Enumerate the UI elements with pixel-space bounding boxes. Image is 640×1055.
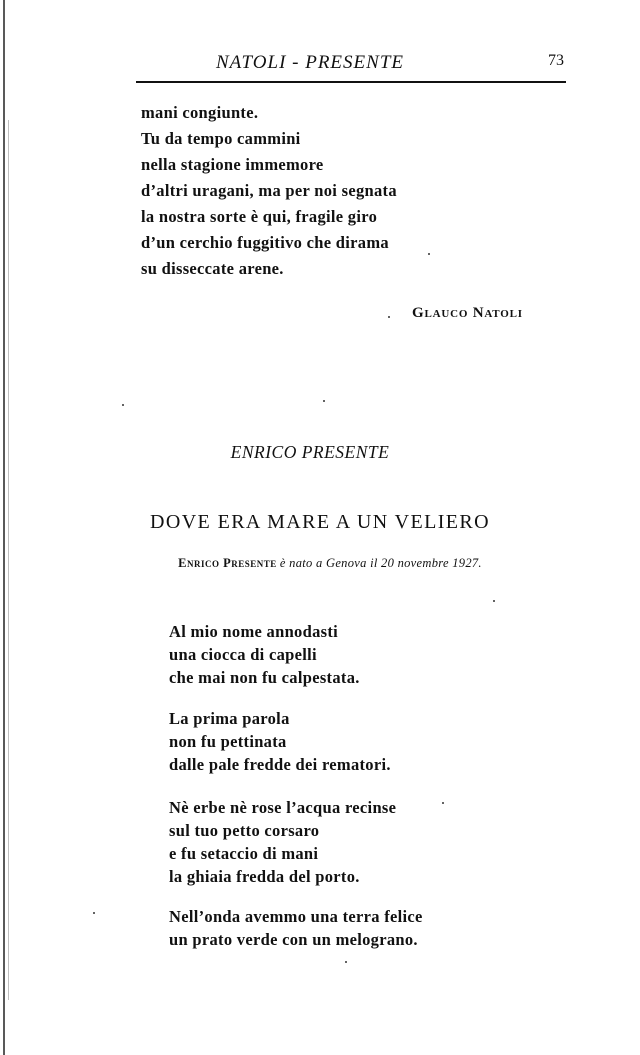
scan-speck xyxy=(493,600,495,602)
binding-shadow xyxy=(8,120,9,1000)
scan-speck xyxy=(323,400,325,402)
binding-edge xyxy=(3,0,5,1055)
verse-line: non fu pettinata xyxy=(169,732,287,751)
bio-text: è nato a Genova il 20 novembre 1927. xyxy=(279,556,482,570)
verse-line: mani congiunte. xyxy=(141,103,259,122)
stanza xyxy=(169,707,391,776)
verse-line: Al mio nome annodasti xyxy=(169,622,339,641)
verse-line: dalle pale fredde dei rematori. xyxy=(169,755,391,774)
verse-line: e fu setaccio di mani xyxy=(169,844,319,863)
scan-speck xyxy=(345,961,347,963)
stanza xyxy=(169,620,360,689)
scan-speck xyxy=(122,404,124,406)
verse-line: una ciocca di capelli xyxy=(169,645,317,664)
verse-line: Nell’onda avemmo una terra felice xyxy=(169,907,423,926)
running-head xyxy=(0,52,640,80)
verse-line: la ghiaia fredda del porto. xyxy=(169,867,360,886)
verse-line: un prato verde con un melograno. xyxy=(169,930,418,949)
scan-speck xyxy=(442,802,444,804)
verse-line: La prima parola xyxy=(169,709,290,728)
verse-line: la nostra sorte è qui, fragile giro xyxy=(141,207,378,226)
stanza xyxy=(169,905,423,951)
page-number: 73 xyxy=(548,52,564,69)
scan-speck xyxy=(388,316,390,318)
verse-line: d’altri uragani, ma per noi segnata xyxy=(141,181,397,200)
header-rule xyxy=(136,81,566,83)
scan-speck xyxy=(428,253,430,255)
verse-line: sul tuo petto corsaro xyxy=(169,821,320,840)
scan-speck xyxy=(93,912,95,914)
verse-line: nella stagione immemore xyxy=(141,155,324,174)
bio-author-name: Enrico Presente xyxy=(178,556,277,570)
verse-line: d’un cerchio fuggitivo che dirama xyxy=(141,233,389,252)
stanza xyxy=(169,796,396,888)
verse-line: che mai non fu calpestata. xyxy=(169,668,360,687)
poem-title: DOVE ERA MARE A UN VELIERO xyxy=(150,511,490,533)
verse-line: Nè erbe nè rose l’acqua recinse xyxy=(169,798,397,817)
verse-line: Tu da tempo cammini xyxy=(141,129,301,148)
verse-line: su disseccate arene. xyxy=(141,259,284,278)
author-signature: Glauco Natoli xyxy=(412,305,523,321)
previous-poem-ending xyxy=(141,100,397,282)
author-heading: ENRICO PRESENTE xyxy=(230,442,390,462)
author-bio-note xyxy=(120,556,540,571)
running-title: NATOLI - PRESENTE xyxy=(215,52,404,73)
